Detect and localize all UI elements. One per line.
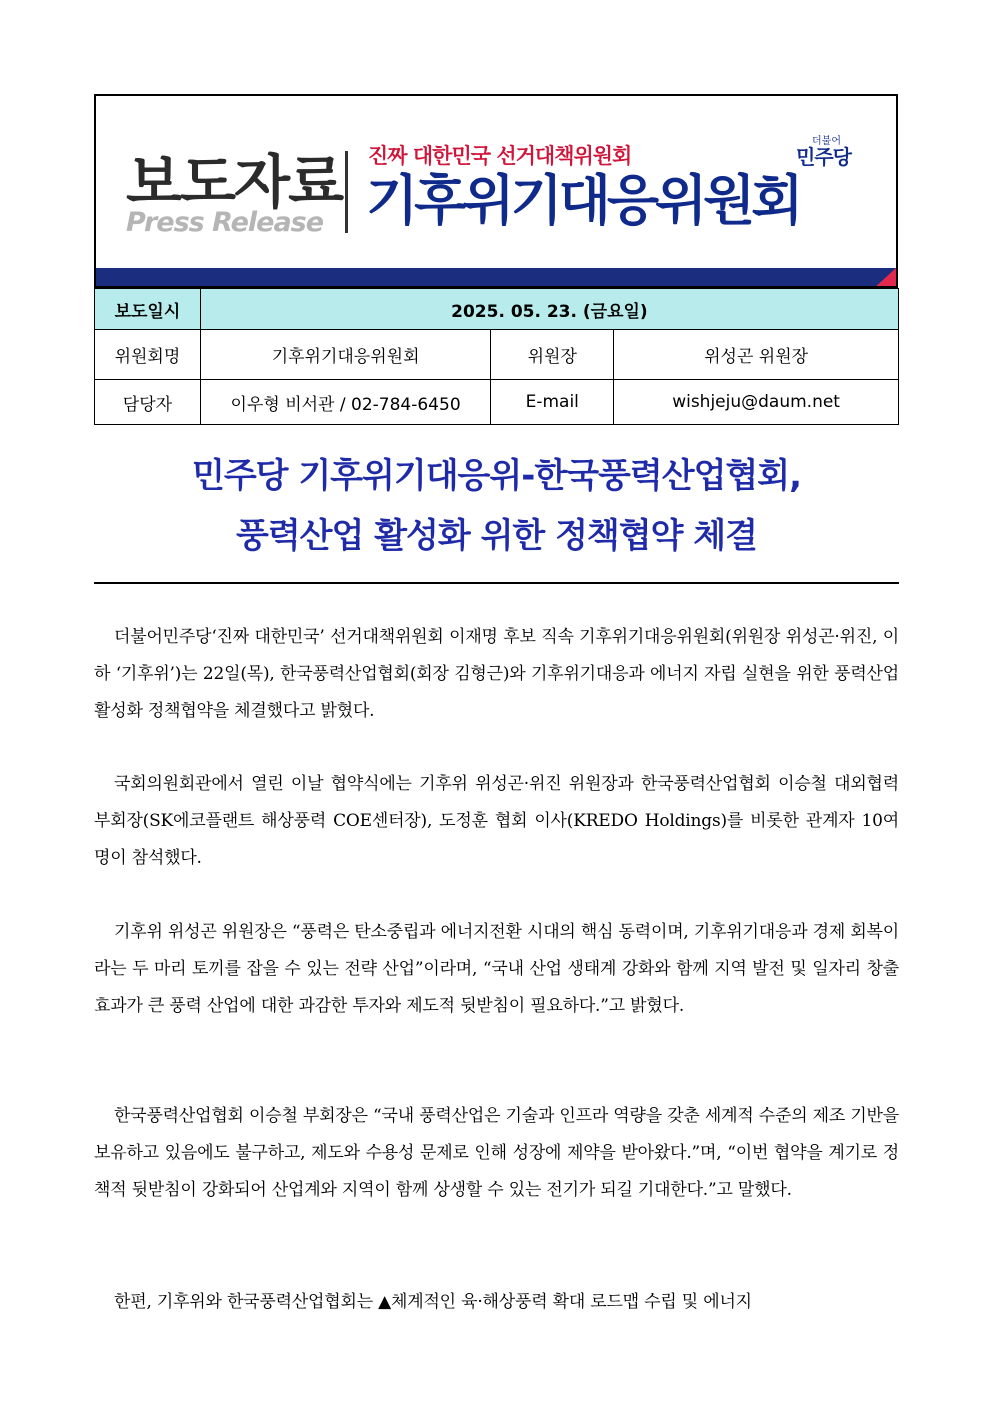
press-release-header [94, 94, 898, 288]
date-label: 보도일시 [95, 289, 201, 330]
headline-line-2: 풍력산업 활성화 위한 정책협약 체결 [235, 516, 757, 556]
date-value: 2025. 05. 23. (금요일) [200, 289, 898, 330]
table-row [95, 330, 899, 380]
press-release-subtitle: Press Release [126, 207, 324, 238]
chair-label: 위원장 [491, 330, 614, 380]
chair-value: 위성곤 위원장 [614, 330, 899, 380]
header-color-band [96, 268, 896, 288]
headline-divider [94, 582, 899, 584]
campaign-slogan: 진짜 대한민국 선거대책위원회 [368, 144, 632, 168]
body-paragraph-5: 한편, 기후위와 한국풍력산업협회는 ▲체계적인 육·해상풍력 확대 로드맵 수립 및 에너지 [114, 1292, 752, 1312]
committee-title: 기후위기대응위원회 [366, 169, 800, 232]
email-value[interactable]: wishjeju@daum.net [614, 380, 899, 425]
table-row [95, 380, 899, 425]
body-paragraph-4: 한국풍력산업협회 이승철 부회장은 “국내 풍력산업은 기술과 인프라 역량을 갖춘 세계적 수준의 제조 기반을 보유하고 있음에도 불구하고, 제도와 수용성 문제로 인해 성장에 제약을 받아왔다.”며, “이번 협약을 계기로 정책적 뒷받침이 강화되어 산업계와 지역이 함께 상생할 수 있는 전기가 되길 기대한다.”고 말했다. [94, 1106, 900, 1200]
release-info-table [94, 288, 899, 425]
committee-value: 기후위기대응위원회 [200, 330, 491, 380]
press-release-title: 보도자료 [126, 148, 343, 216]
body-paragraph-1: 더불어민주당‘진짜 대한민국’ 선거대책위원회 이재명 후보 직속 기후위기대응위원회(위원장 위성곤·위진, 이하 ‘기후위’)는 22일(목), 한국풍력산업협회(회장 김형근)와 기후위기대응과 에너지 자립 실현을 위한 풍력산업 활성화 정책협약을 체결했다고 밝혔다. [94, 627, 899, 721]
party-logo: 민주당 [796, 145, 851, 169]
header-red-accent [872, 268, 896, 288]
party-logo-small-text: 더불어 [812, 136, 841, 147]
headline-line-1: 민주당 기후위기대응위-한국풍력산업협회, [191, 456, 802, 496]
contact-value: 이우형 비서관 / 02-784-6450 [200, 380, 491, 425]
table-row [95, 289, 899, 330]
header-divider [345, 151, 348, 233]
body-paragraph-3: 기후위 위성곤 위원장은 “풍력은 탄소중립과 에너지전환 시대의 핵심 동력이며, 기후위기대응과 경제 회복이라는 두 마리 토끼를 잡을 수 있는 전략 산업”이라며, “국내 산업 생태계 강화와 함께 지역 발전 및 일자리 창출 효과가 큰 풍력 산업에 대한 과감한 투자와 제도적 뒷받침이 필요하다.”고 밝혔다. [94, 922, 899, 1016]
body-paragraph-2: 국회의원회관에서 열린 이날 협약식에는 기후위 위성곤·위진 위원장과 한국풍력산업협회 이승철 대외협력 부회장(SK에코플랜트 해상풍력 COE센터장), 도정훈 협회 이사(KREDO Holdings)를 비롯한 관계자 10여 명이 참석했다. [94, 774, 899, 868]
contact-label: 담당자 [95, 380, 201, 425]
committee-label: 위원회명 [95, 330, 201, 380]
email-label: E-mail [491, 380, 614, 425]
